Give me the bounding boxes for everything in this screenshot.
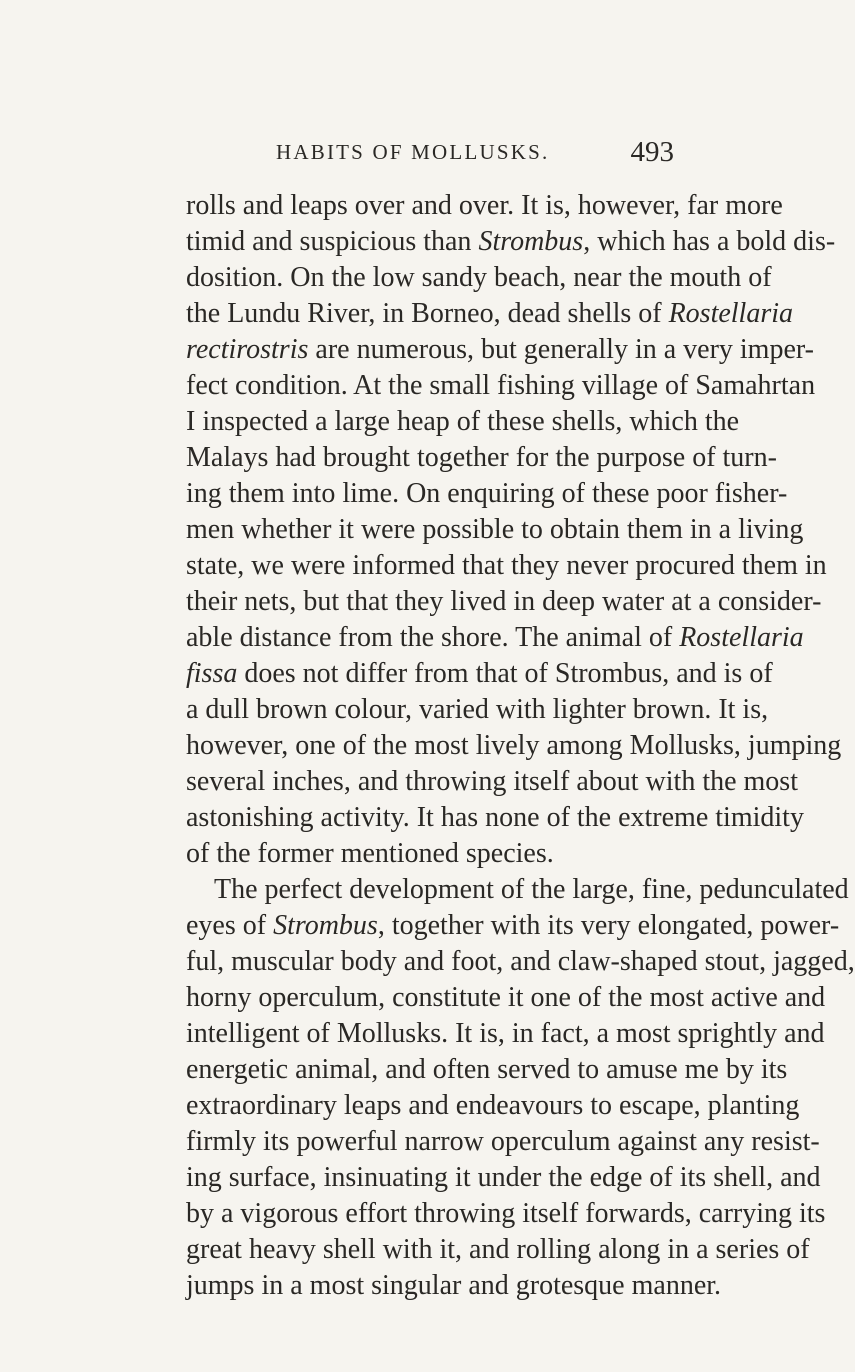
text-line: eyes of Strombus, together with its very elongated, power- (186, 910, 840, 941)
text-line: several inches, and throwing itself about with the most (186, 766, 798, 797)
text-line: by a vigorous effort throwing itself forwards, carrying its (186, 1198, 826, 1229)
paragraph (186, 188, 842, 872)
text-line: rolls and leaps over and over. It is, however, far more (186, 190, 783, 221)
text-line: a dull brown colour, varied with lighter brown. It is, (186, 694, 769, 725)
text-line: however, one of the most lively among Mollusks, jumping (186, 730, 842, 761)
text-line: rectirostris are numerous, but generally in a very imper- (186, 334, 814, 365)
text-line: ful, muscular body and foot, and claw-shaped stout, jagged, (186, 946, 855, 977)
text-line: firmly its powerful narrow operculum against any resist- (186, 1126, 820, 1157)
running-head (186, 136, 674, 176)
paragraph (186, 872, 855, 1304)
text-line: horny operculum, constitute it one of the most active and (186, 982, 826, 1013)
text-line: energetic animal, and often served to amuse me by its (186, 1054, 788, 1085)
text-line: fissa does not differ from that of Strombus, and is of (186, 658, 773, 689)
italic-term: Strombus (478, 226, 584, 257)
text-line: men whether it were possible to obtain them in a living (186, 514, 804, 545)
text-line: great heavy shell with it, and rolling along in a series of (186, 1234, 810, 1265)
text-line: timid and suspicious than Strombus, which has a bold dis- (186, 226, 836, 257)
text-line: extraordinary leaps and endeavours to escape, planting (186, 1090, 800, 1121)
text-line: of the former mentioned species. (186, 838, 554, 869)
text-line: The perfect development of the large, fine, pedunculated (214, 874, 849, 905)
page-number: 493 (630, 136, 674, 168)
italic-term: Rostellaria (668, 298, 794, 329)
text-line: I inspected a large heap of these shells, which the (186, 406, 740, 437)
body-text (186, 188, 855, 1304)
running-title: HABITS OF MOLLUSKS. (276, 140, 550, 164)
text-line: Malays had brought together for the purpose of turn- (186, 442, 777, 473)
italic-term: rectirostris (186, 334, 309, 365)
text-line: the Lundu River, in Borneo, dead shells of Rostellaria (186, 298, 794, 329)
italic-term: Rostellaria (679, 622, 804, 653)
text-line: ing them into lime. On enquiring of these poor fisher- (186, 478, 788, 509)
italic-term: Strombus (273, 910, 378, 941)
text-line: jumps in a most singular and grotesque manner. (186, 1270, 722, 1301)
text-line: their nets, but that they lived in deep water at a consider- (186, 586, 822, 617)
text-line: dosition. On the low sandy beach, near the mouth of (186, 262, 772, 293)
text-line: state, we were informed that they never procured them in (186, 550, 827, 581)
text-line: intelligent of Mollusks. It is, in fact, a most sprightly and (186, 1018, 825, 1049)
text-line: astonishing activity. It has none of the extreme timidity (186, 802, 804, 833)
text-line: fect condition. At the small fishing village of Samahrtan (186, 370, 816, 401)
text-line: ing surface, insinuating it under the edge of its shell, and (186, 1162, 821, 1193)
text-line: able distance from the shore. The animal of Rostellaria (186, 622, 804, 653)
italic-term: fissa (186, 658, 238, 689)
